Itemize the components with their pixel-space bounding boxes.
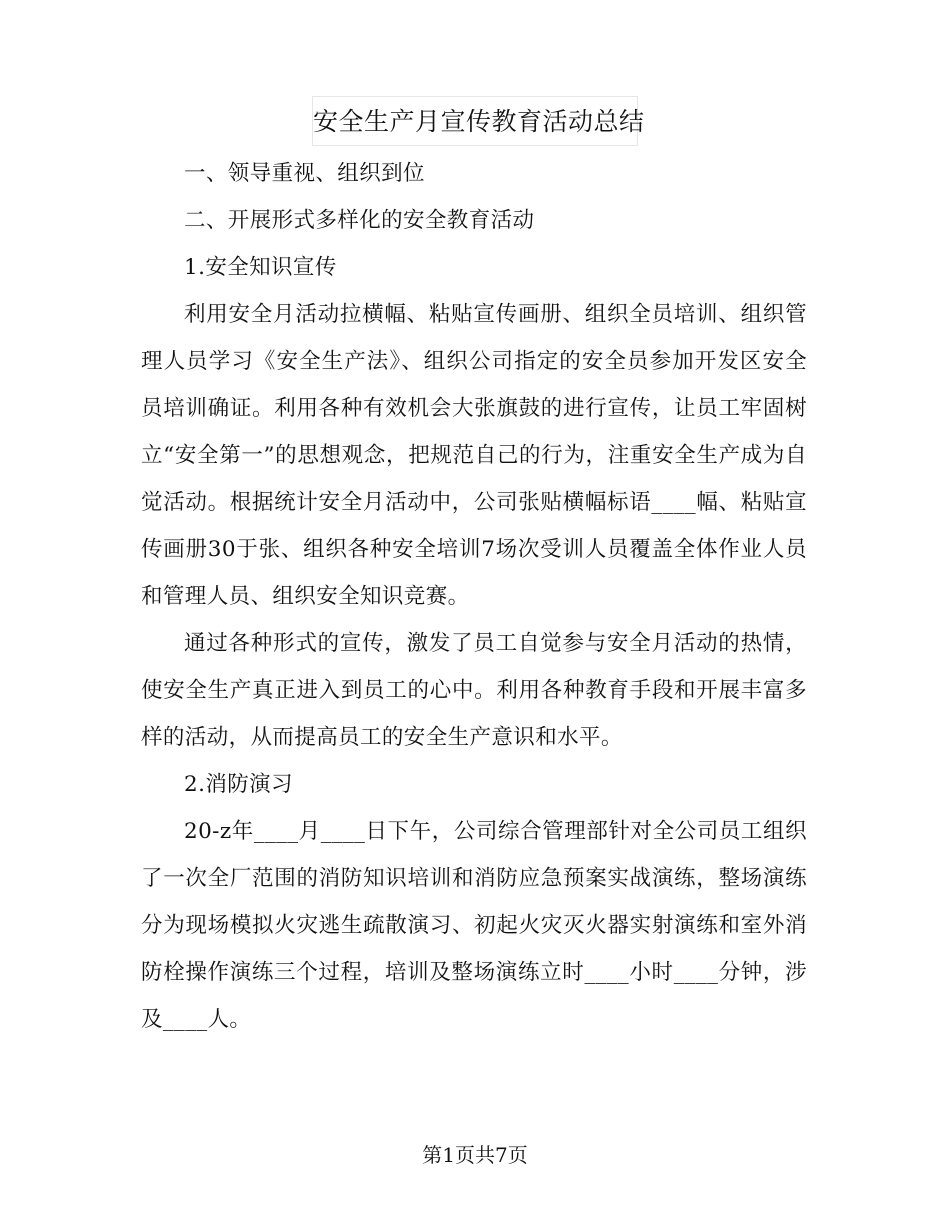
paragraph-fire-drill: 20-z年____月____日下午，公司综合管理部针对全公司员工组织了一次全厂范围的消防知识培训和消防应急预案实战演练，整场演练分为现场模拟火灾逃生疏散演习、初起火灾灭火器实射演练和室外消防栓操作演练三个过程，培训及整场演练立时____小时____分钟，涉及____人。 — [141, 819, 807, 1032]
document-body — [141, 150, 807, 1043]
section-heading-2: 二、开展形式多样化的安全教育活动 — [184, 208, 535, 233]
paragraph-publicity-effect: 通过各种形式的宣传，激发了员工自觉参与安全月活动的热情，使安全生产真正进入到员工的心中。利用各种教育手段和开展丰富多样的活动，从而提高员工的安全生产意识和水平。 — [141, 631, 807, 750]
paragraph-safety-publicity: 利用安全月活动拉横幅、粘贴宣传画册、组织全员培训、组织管理人员学习《安全生产法》、组织公司指定的安全员参加开发区安全员培训确证。利用各种有效机会大张旗鼓的进行宣传，让员工牢固树立“安全第一”的思想观念，把规范自己的行为，注重安全生产成为自觉活动。根据统计安全月活动中，公司张贴横幅标语____幅、粘贴宣传画册30于张、组织各种安全培训7场次受训人员覆盖全体作业人员和管理人员、组织安全知识竞赛。 — [141, 302, 807, 609]
page-number: 第1页共7页 — [422, 1143, 528, 1167]
subsection-heading-1: 1.安全知识宣传 — [184, 255, 337, 280]
section-heading-1: 一、领导重视、组织到位 — [184, 161, 425, 186]
subsection-heading-2: 2.消防演习 — [184, 772, 293, 797]
document-title: 安全生产月宣传教育活动总结 — [312, 96, 638, 146]
